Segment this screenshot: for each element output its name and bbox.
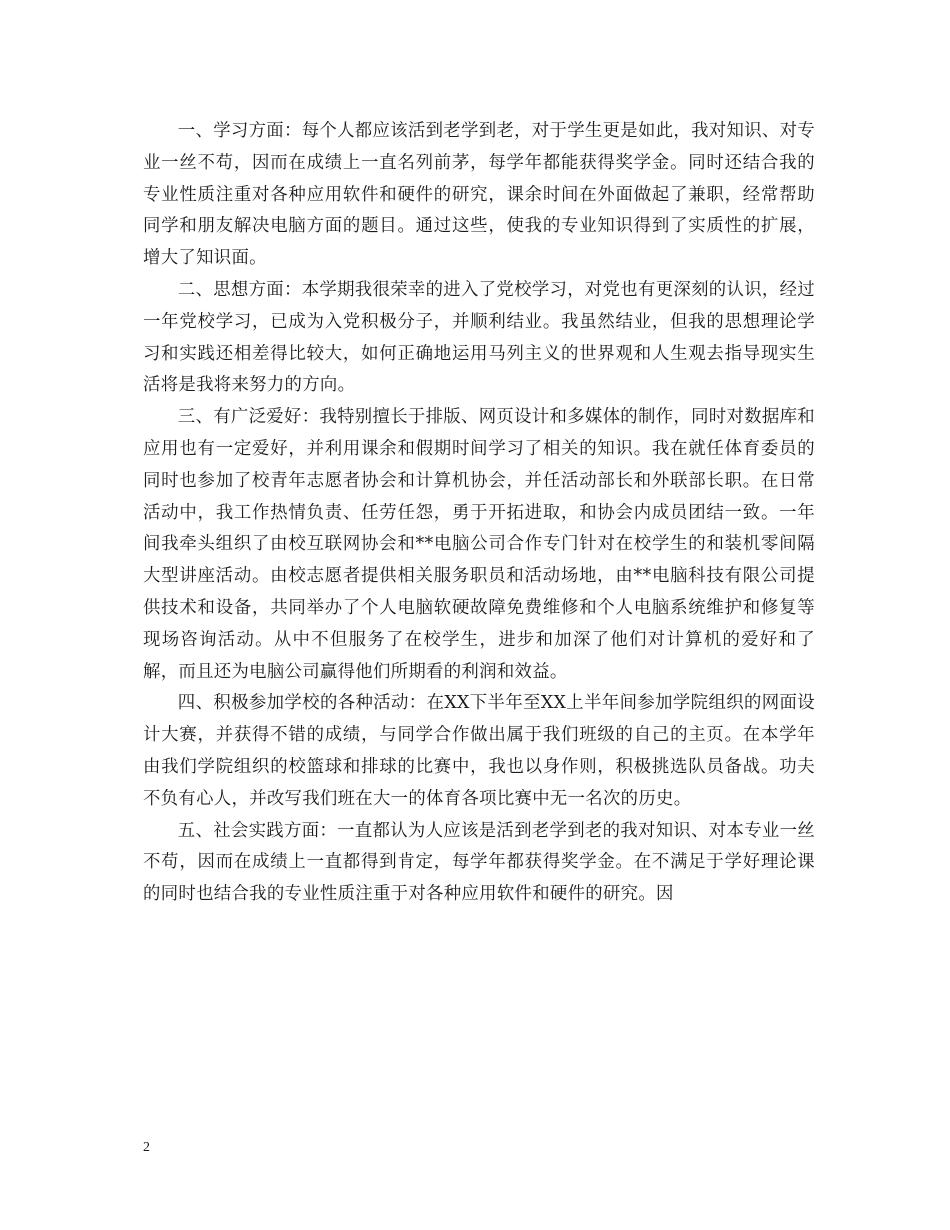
paragraph-study: 一、学习方面：每个人都应该活到老学到老，对于学生更是如此，我对知识、对专业一丝不苟，因而在成绩上一直名列前茅，每学年都能获得奖学金。同时还结合我的专业性质注重对各种应用软件和硬件的研究，课余时间在外面做起了兼职，经常帮助同学和朋友解决电脑方面的题目。通过这些，使我的专业知识得到了实质性的扩展，增大了知识面。 bbox=[143, 121, 815, 269]
paragraph-hobbies: 三、有广泛爱好：我特别擅长于排版、网页设计和多媒体的制作，同时对数据库和应用也有一定爱好，并利用课余和假期时间学习了相关的知识。我在就任体育委员的同时也参加了校青年志愿者协会和计算机协会，并任活动部长和外联部长职。在日常活动中，我工作热情负责、任劳任怨，勇于开拓进取，和协会内成员团结一致。一年间我牵头组织了由校互联网协会和**电脑公司合作专门针对在校学生的和装机零间隔大型讲座活动。由校志愿者提供相关服务职员和活动场地，由**电脑科技有限公司提供技术和设备，共同举办了个人电脑软硬故障免费维修和个人电脑系统维护和修复等现场咨询活动。从中不但服务了在校学生，进步和加深了他们对计算机的爱好和了解，而且还为电脑公司赢得他们所期看的利润和效益。 bbox=[143, 407, 815, 682]
paragraph-ideology: 二、思想方面：本学期我很荣幸的进入了党校学习，对党也有更深刻的认识，经过一年党校学习，已成为入党积极分子，并顺利结业。我虽然结业，但我的思想理论学习和实践还相差得比较大，如何正确地运用马列主义的世界观和人生观去指导现实生活将是我将来努力的方向。 bbox=[143, 279, 815, 396]
page-number: 2 bbox=[143, 1140, 150, 1155]
paragraph-activities: 四、积极参加学校的各种活动：在XX下半年至XX上半年间参加学院组织的网面设计大赛，并获得不错的成绩，与同学合作做出属于我们班级的自己的主页。在本学年由我们学院组织的校篮球和排球的比赛中，我也以身作则，积极挑选队员备战。功夫不负有心人，并改写我们班在大一的体育各项比赛中无一名次的历史。 bbox=[143, 693, 815, 809]
paragraph-social-practice: 五、社会实践方面：一直都认为人应该是活到老学到老的我对知识、对本专业一丝不苟，因而在成绩上一直都得到肯定，每学年都获得奖学金。在不满足于学好理论课的同时也结合我的专业性质注重于对各种应用软件和硬件的研究。因 bbox=[143, 820, 815, 905]
document-body bbox=[143, 116, 815, 911]
